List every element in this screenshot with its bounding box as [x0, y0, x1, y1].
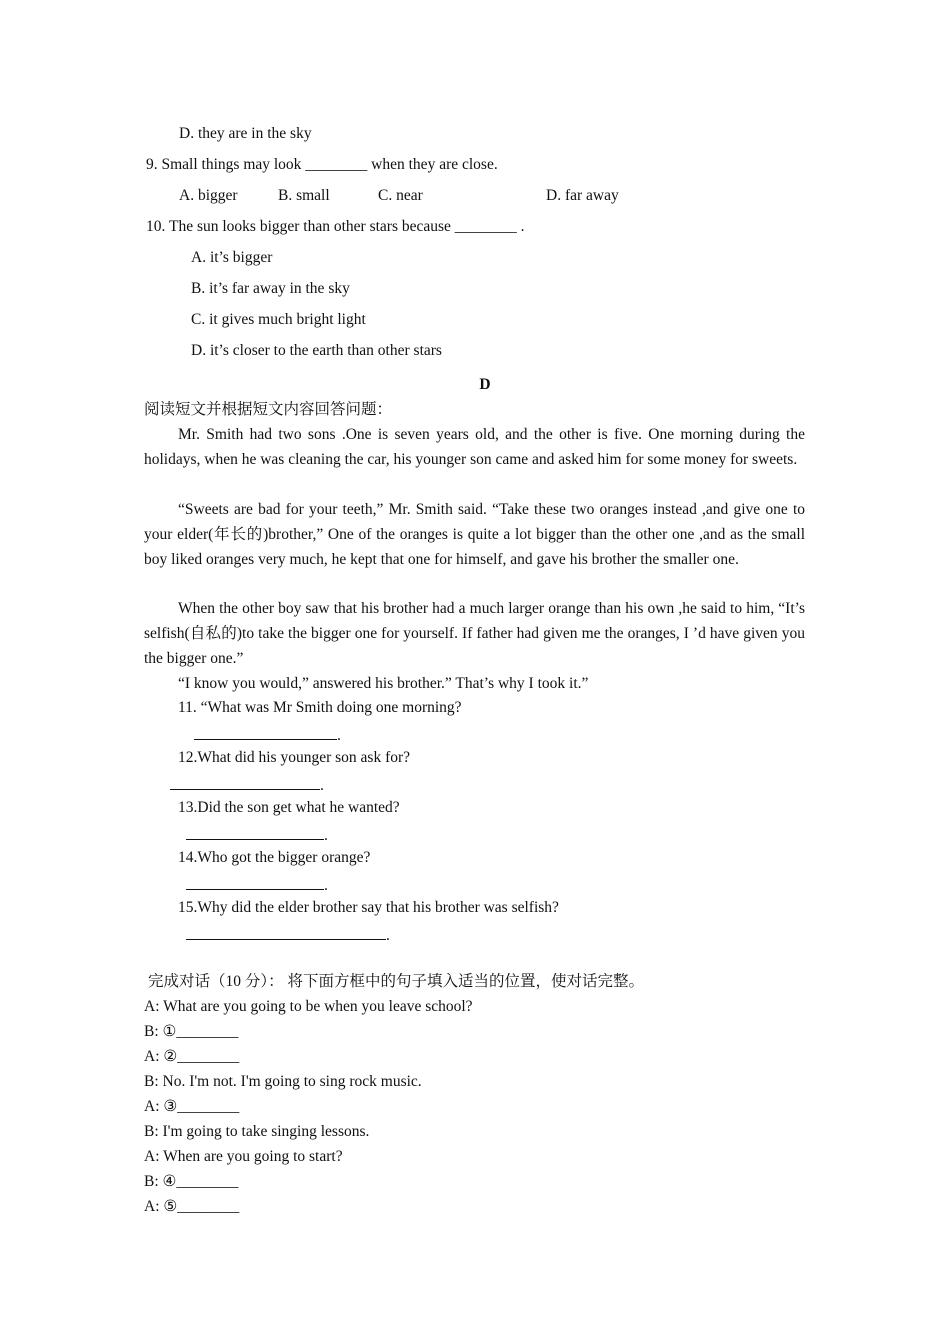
dialogue-line: B: ④________	[144, 1173, 239, 1190]
question-11-stem: 11. “What was Mr Smith doing one morning?	[178, 699, 462, 716]
question-15-answer-line: .	[186, 923, 390, 946]
passage-paragraph-1: Mr. Smith had two sons .One is seven years old, and the other is five. One morning during the holidays, when he was cleaning the car, his younger son came and asked him for some money for sweets.	[144, 426, 805, 468]
question-10-option-b: B. it’s far away in the sky	[191, 280, 350, 297]
dialogue-line: B: ①________	[144, 1023, 239, 1040]
question-9-option-a: A. bigger	[179, 187, 238, 204]
passage-paragraph-3: When the other boy saw that his brother had a much larger orange than his own ,he said to him, “It’s selfish(自私的)to take the bigger one for yourself. If father had given me the oranges, I ’d have given you the bigger one.”	[144, 600, 805, 667]
question-15-stem: 15.Why did the elder brother say that his brother was selfish?	[178, 899, 559, 916]
question-12-stem: 12.What did his younger son ask for?	[178, 749, 411, 766]
dialogue-line: B: No. I'm not. I'm going to sing rock music.	[144, 1073, 422, 1090]
question-13-answer-line: .	[186, 823, 328, 846]
question-9-option-d: D. far away	[546, 187, 619, 204]
dialogue-line: A: ③________	[144, 1098, 240, 1115]
answer-blank[interactable]	[194, 723, 337, 740]
question-9-option-c: C. near	[378, 187, 423, 204]
dialogue-line: A: When are you going to start?	[144, 1148, 343, 1165]
question-10-stem: 10. The sun looks bigger than other stars because ________ .	[146, 218, 525, 235]
answer-blank[interactable]	[186, 923, 386, 940]
dialogue-line: B: I'm going to take singing lessons.	[144, 1123, 370, 1140]
section-d-heading: D	[479, 376, 491, 393]
answer-blank[interactable]	[186, 823, 324, 840]
question-13-stem: 13.Did the son get what he wanted?	[178, 799, 400, 816]
question-11-answer-line: .	[194, 723, 341, 746]
dialogue-line: A: ②________	[144, 1048, 240, 1065]
question-10-option-d: D. it’s closer to the earth than other stars	[191, 342, 442, 359]
question-10-option-c: C. it gives much bright light	[191, 311, 366, 328]
question-14-answer-line: .	[186, 873, 328, 896]
question-10-option-a: A. it’s bigger	[191, 249, 273, 266]
passage-paragraph-4: “I know you would,” answered his brother.” That’s why I took it.”	[178, 675, 589, 692]
passage-paragraph-2: “Sweets are bad for your teeth,” Mr. Smith said. “Take these two oranges instead ,and give one to your elder(年长的)brother,” One of the oranges is quite a lot bigger than the other one ,and as the small boy liked oranges very much, he kept that one for himself, and gave his brother the smaller one.	[144, 501, 805, 568]
answer-blank[interactable]	[186, 873, 324, 890]
dialogue-instruction: 完成对话（10 分）： 将下面方框中的句子填入适当的位置，使对话完整。	[148, 973, 645, 990]
dialogue-line: A: What are you going to be when you leave school?	[144, 998, 473, 1015]
question-9-stem: 9. Small things may look ________ when they are close.	[146, 156, 498, 173]
section-d-instruction: 阅读短文并根据短文内容回答问题：	[144, 401, 393, 418]
dialogue-line: A: ⑤________	[144, 1198, 240, 1215]
question-14-stem: 14.Who got the bigger orange?	[178, 849, 371, 866]
answer-blank[interactable]	[170, 773, 320, 790]
question-12-answer-line: .	[170, 773, 324, 796]
question-8-option-d: D. they are in the sky	[179, 125, 312, 142]
question-9-option-b: B. small	[278, 187, 330, 204]
